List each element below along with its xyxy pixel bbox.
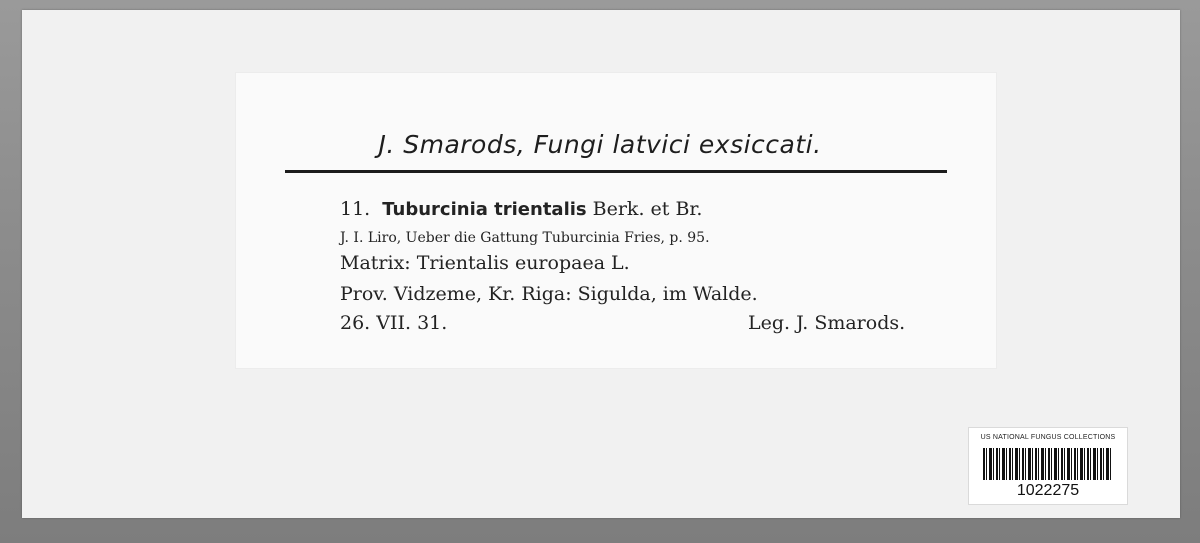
specimen-number: 11. — [340, 198, 371, 220]
species-author: Berk. et Br. — [592, 198, 703, 220]
header-rule — [285, 170, 947, 173]
species-name: Tuburcinia trientalis — [382, 199, 587, 220]
barcode-number: 1022275 — [1016, 482, 1080, 499]
label-header: J. Smarods, Fungi latvici exsiccati. — [378, 130, 822, 159]
locality-line: Prov. Vidzeme, Kr. Riga: Sigulda, im Walde. — [340, 283, 758, 305]
taxon-line — [340, 198, 702, 220]
matrix-line: Matrix: Trientalis europaea L. — [340, 252, 630, 274]
collection-date: 26. VII. 31. — [340, 312, 448, 334]
barcode-header: US NATIONAL FUNGUS COLLECTIONS — [980, 434, 1116, 441]
barcode-label — [968, 427, 1128, 505]
collector-line: Leg. J. Smarods. — [748, 312, 906, 334]
reference-line: J. I. Liro, Ueber die Gattung Tuburcinia Fries, p. 95. — [340, 230, 710, 246]
barcode-icon — [983, 448, 1113, 480]
